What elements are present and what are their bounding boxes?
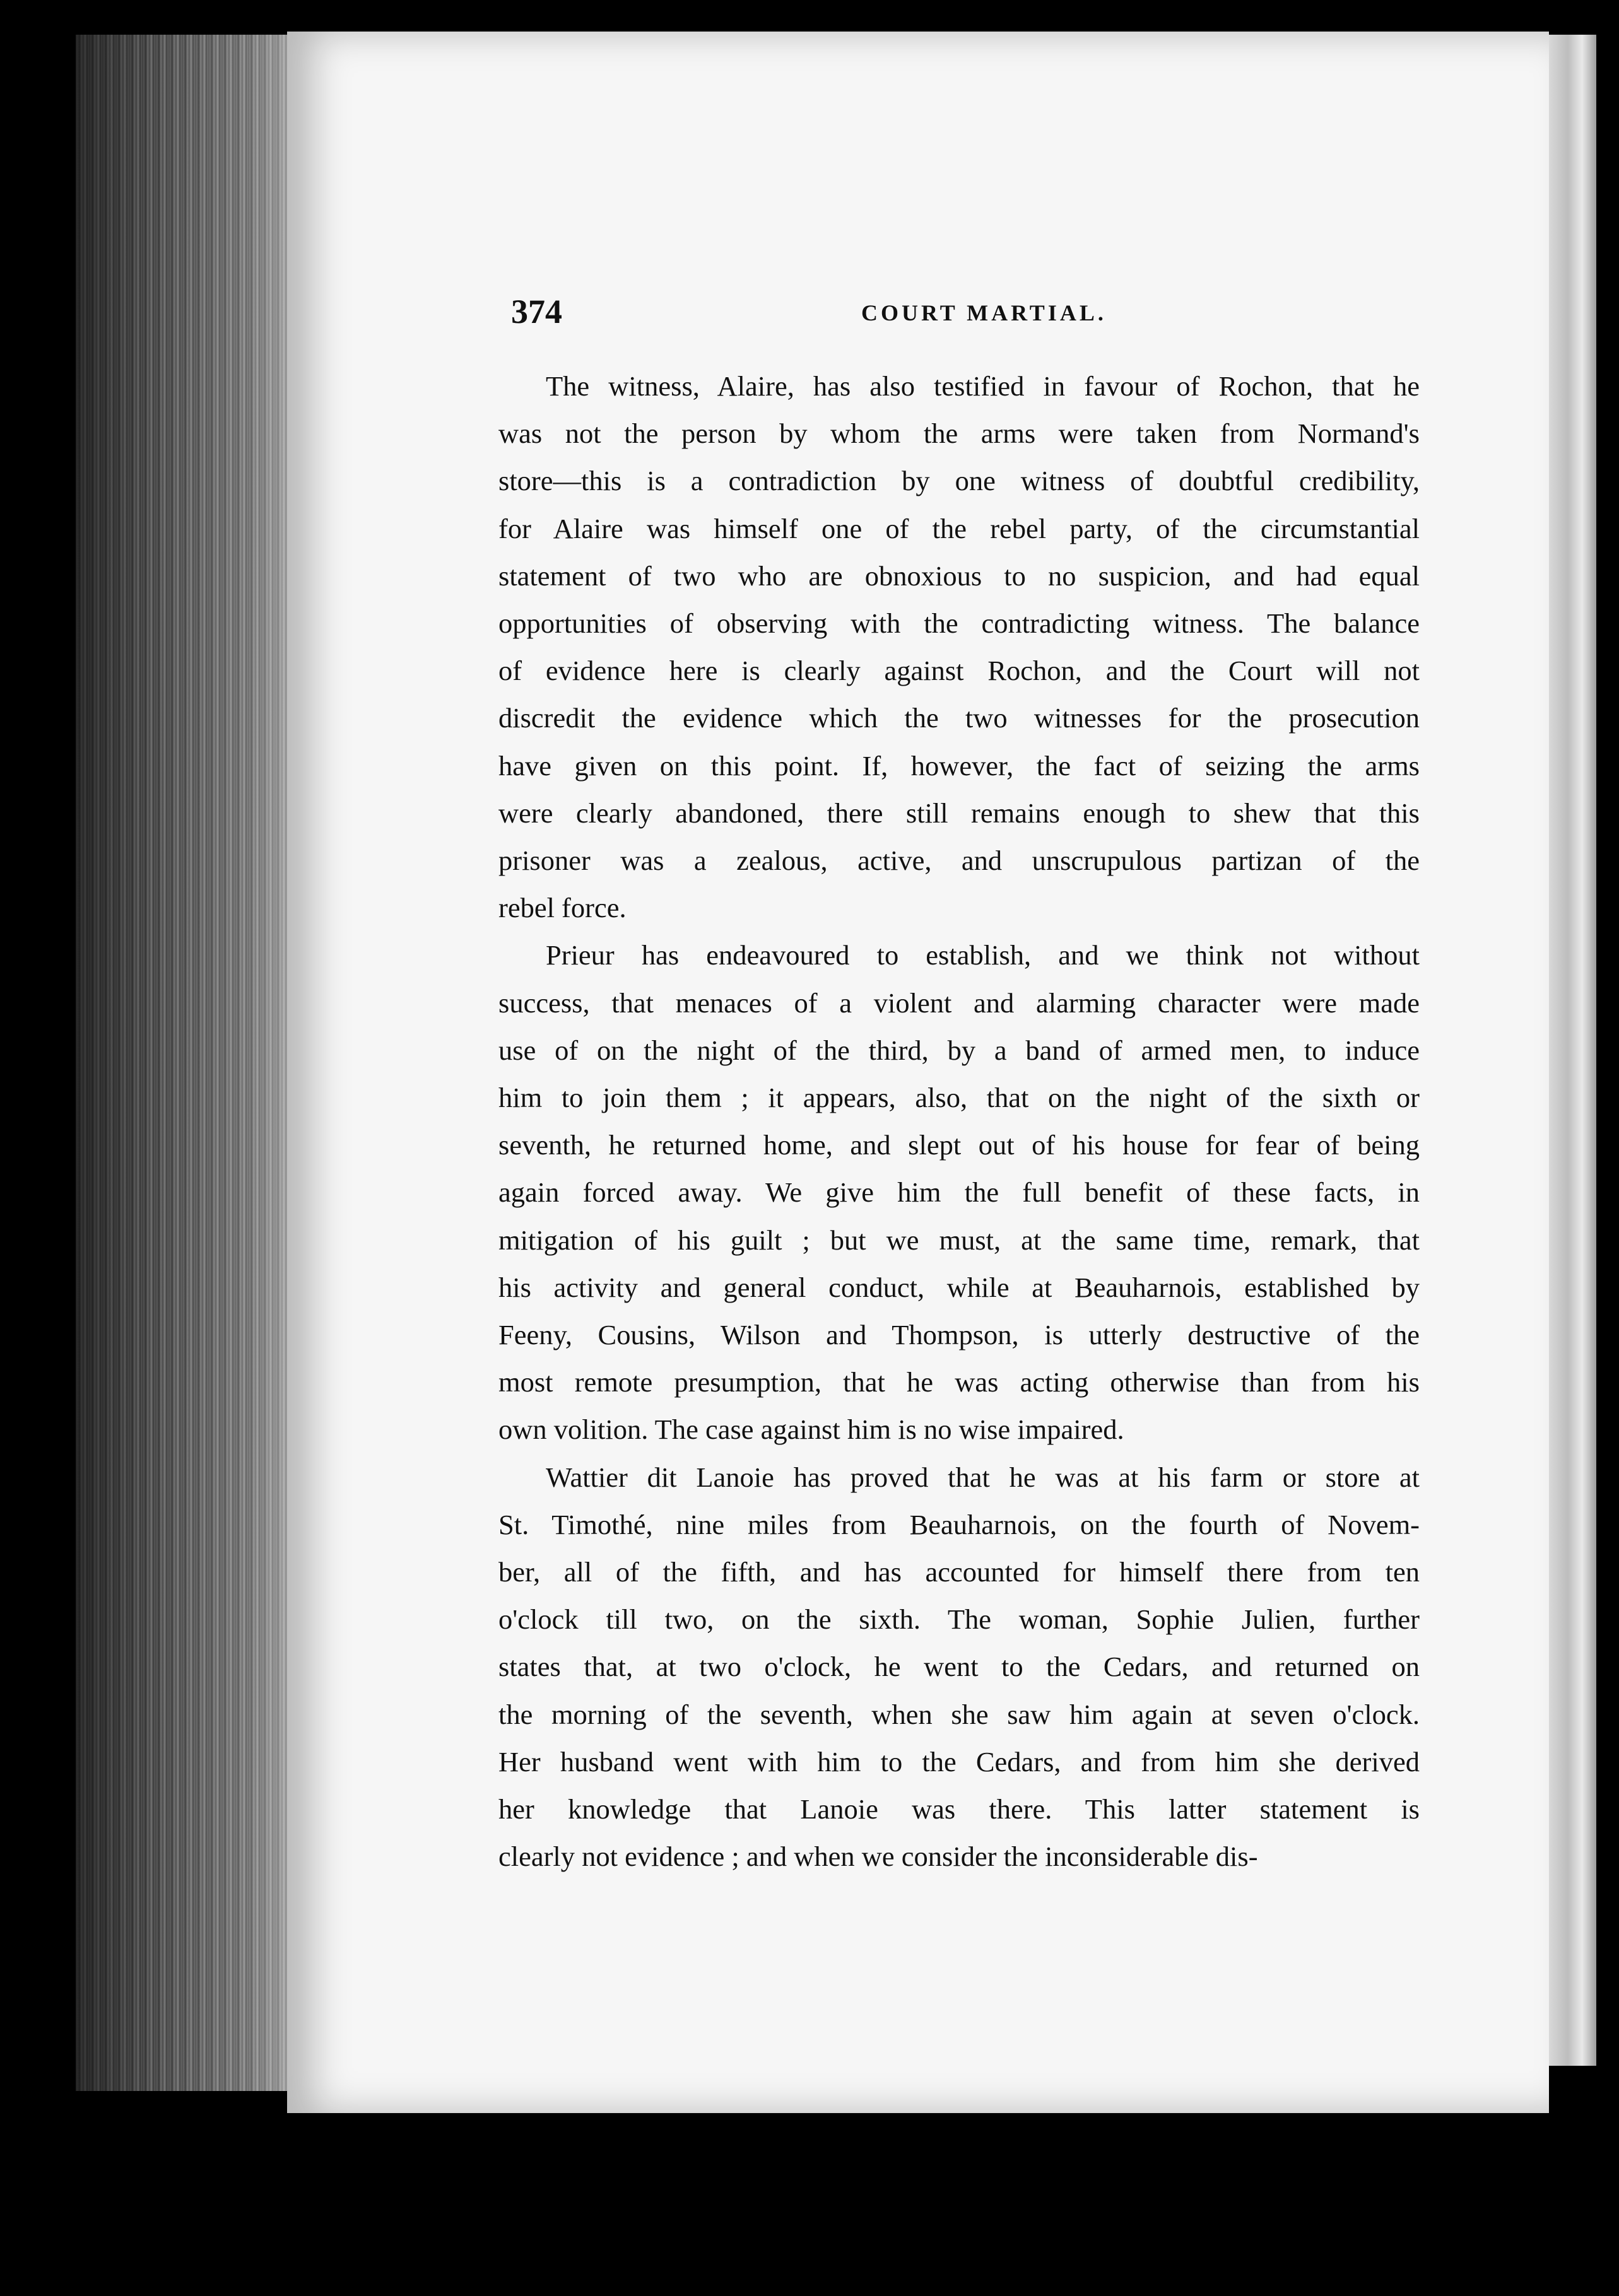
- text-line: Prieur has endeavoured to establish, and we think not without: [546, 939, 1420, 971]
- paragraph: [498, 932, 1420, 1453]
- text-line: for Alaire was himself one of the rebel party, of the circumstantial: [498, 512, 1420, 544]
- paragraph: [498, 1454, 1420, 1881]
- text-line: ber, all of the fifth, and has accounted for himself there from ten: [498, 1556, 1420, 1588]
- text-line: of evidence here is clearly against Rochon, and the Court will not: [498, 655, 1420, 687]
- text-line: opportunities of observing with the contradicting witness. The balance: [498, 607, 1420, 640]
- text-line: his activity and general conduct, while at Beauharnois, established by: [498, 1271, 1420, 1303]
- text-line: The witness, Alaire, has also testified in favour of Rochon, that he: [546, 370, 1420, 402]
- paragraph: [498, 363, 1420, 932]
- text-line: again forced away. We give him the full benefit of these facts, in: [498, 1176, 1420, 1209]
- page-number: 374: [511, 293, 562, 331]
- scan-background: [0, 2113, 1619, 2296]
- text-line: own volition. The case against him is no wise impaired.: [498, 1414, 1124, 1446]
- text-line: prisoner was a zealous, active, and unscrupulous partizan of the: [498, 845, 1420, 877]
- text-line: use of on the night of the third, by a band of armed men, to induce: [498, 1034, 1420, 1066]
- text-line: statement of two who are obnoxious to no suspicion, and had equal: [498, 559, 1420, 592]
- running-head: [511, 292, 1426, 336]
- text-line: St. Timothé, nine miles from Beauharnois, on the fourth of Novem-: [498, 1508, 1420, 1540]
- text-line: was not the person by whom the arms were taken from Normand's: [498, 418, 1420, 450]
- text-line: her knowledge that Lanoie was there. This latter statement is: [498, 1793, 1420, 1825]
- text-line: the morning of the seventh, when she saw him again at seven o'clock.: [498, 1698, 1420, 1730]
- body-text: [498, 363, 1420, 1881]
- text-line: discredit the evidence which the two witnesses for the prosecution: [498, 702, 1420, 734]
- text-line: Wattier dit Lanoie has proved that he was at his farm or store at: [546, 1461, 1420, 1493]
- text-line: Feeny, Cousins, Wilson and Thompson, is utterly destructive of the: [498, 1319, 1420, 1351]
- next-page-edge: [1549, 35, 1596, 2066]
- book-edge-shading: [76, 35, 322, 2091]
- text-line: success, that menaces of a violent and alarming character were made: [498, 987, 1420, 1019]
- text-line: him to join them ; it appears, also, that on the night of the sixth or: [498, 1082, 1420, 1114]
- text-line: store—this is a contradiction by one witness of doubtful credibility,: [498, 465, 1420, 497]
- text-line: rebel force.: [498, 892, 627, 924]
- text-line: clearly not evidence ; and when we consider the inconsiderable dis-: [498, 1841, 1258, 1873]
- text-line: Her husband went with him to the Cedars, and from him she derived: [498, 1745, 1420, 1778]
- text-line: have given on this point. If, however, the fact of seizing the arms: [498, 749, 1420, 782]
- text-line: o'clock till two, on the sixth. The woman, Sophie Julien, further: [498, 1603, 1420, 1636]
- text-line: most remote presumption, that he was acting otherwise than from his: [498, 1366, 1420, 1398]
- text-line: states that, at two o'clock, he went to the Cedars, and returned on: [498, 1651, 1420, 1683]
- text-line: were clearly abandoned, there still remains enough to shew that this: [498, 797, 1420, 829]
- running-head-title: COURT MARTIAL.: [861, 300, 1107, 325]
- text-line: mitigation of his guilt ; but we must, at the same time, remark, that: [498, 1224, 1420, 1256]
- text-line: seventh, he returned home, and slept out of his house for fear of being: [498, 1129, 1420, 1161]
